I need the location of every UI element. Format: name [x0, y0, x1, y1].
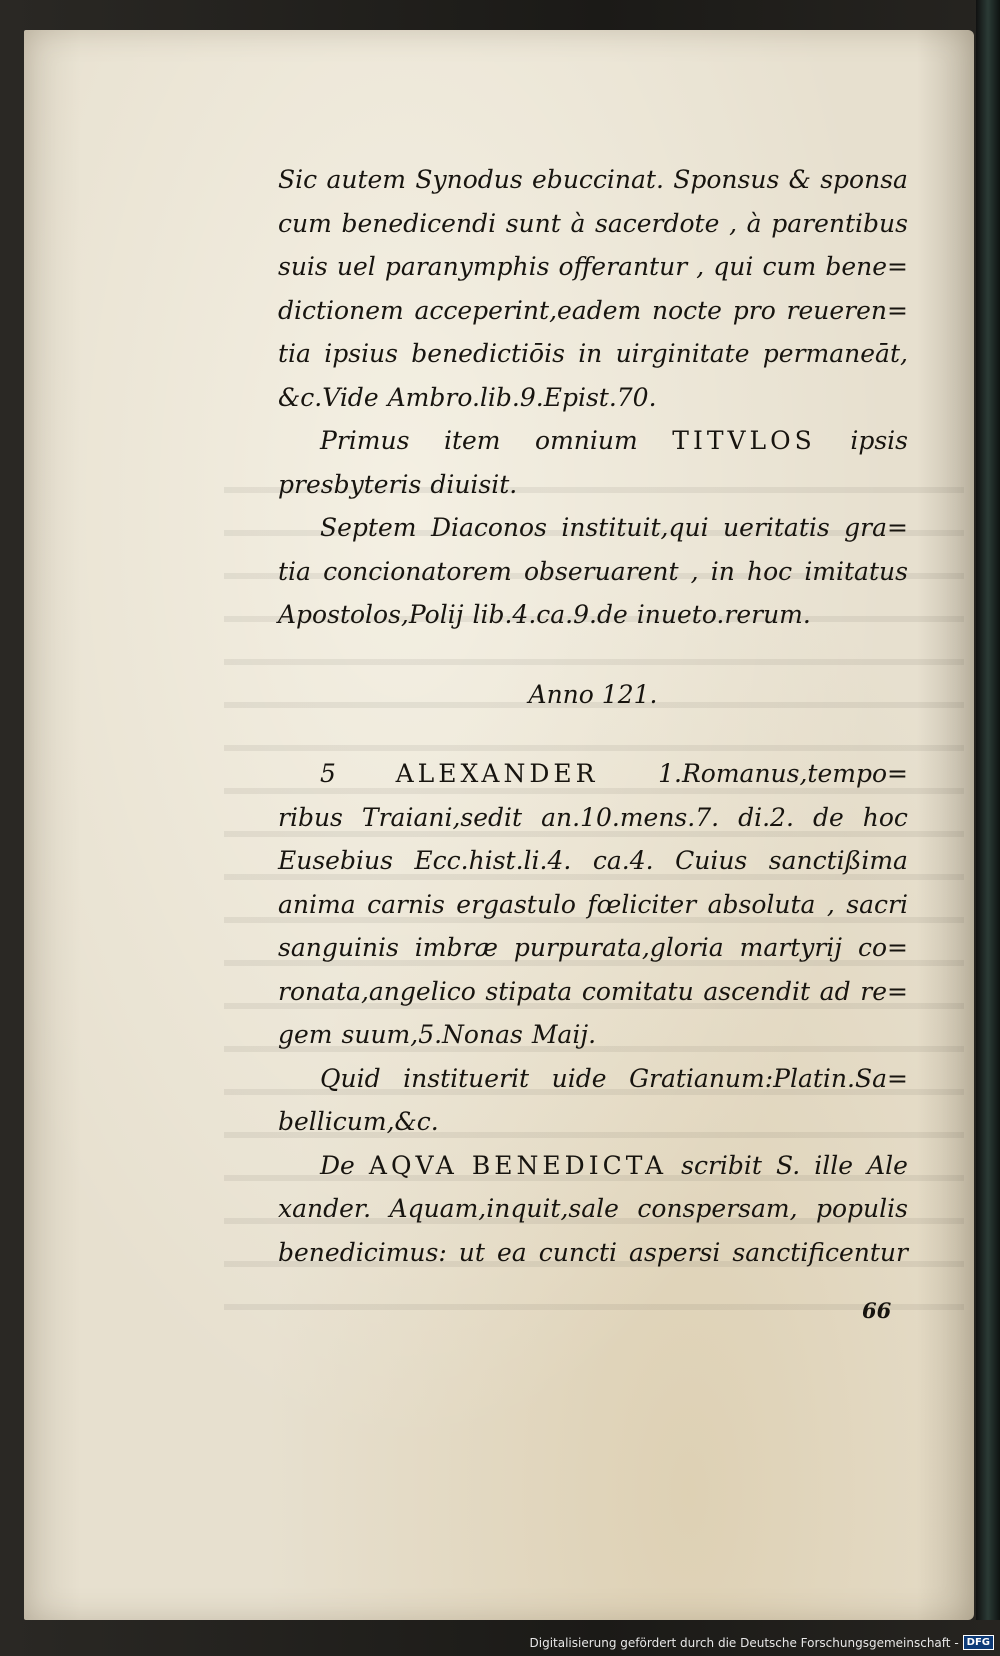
word: scribit — [681, 1150, 762, 1180]
catchword: 66 — [862, 1298, 892, 1323]
word: Synodus — [415, 165, 523, 194]
word: benedictiōis — [411, 339, 565, 368]
word: diuisit. — [430, 469, 518, 499]
text-line — [278, 376, 908, 420]
text-block — [278, 158, 908, 1274]
word: hoc — [862, 802, 908, 832]
word: à — [570, 208, 586, 238]
word: ebuccinat. — [532, 165, 664, 194]
word: bene= — [825, 252, 908, 281]
word: nocte — [651, 295, 722, 325]
word: cum — [762, 252, 817, 281]
word: TITVLOS — [672, 426, 816, 455]
word: de — [812, 802, 844, 832]
word: 5 — [320, 759, 336, 788]
word: AQVA — [368, 1150, 458, 1180]
text-line: Anno 121. — [528, 679, 658, 709]
word: & — [788, 165, 811, 194]
word: carnis — [367, 889, 445, 919]
word: omnium — [535, 426, 638, 455]
word: autem — [326, 165, 407, 194]
text-line — [278, 1231, 908, 1275]
word: ipsius — [324, 339, 398, 368]
text-line — [278, 839, 908, 883]
text-line — [278, 796, 908, 840]
word: De — [320, 1150, 355, 1180]
word: uirginitate — [615, 339, 750, 368]
word: inueto.rerum. — [636, 600, 811, 629]
word: item — [443, 426, 501, 455]
word: re= — [860, 976, 908, 1006]
word: , — [696, 252, 705, 281]
word: uel — [336, 252, 376, 281]
word: purpurata,gloria — [513, 933, 724, 962]
word: , — [729, 208, 738, 238]
text-line — [278, 332, 908, 376]
word: aspersi — [629, 1237, 721, 1267]
line-gap — [278, 716, 908, 752]
word: ca.4. — [592, 846, 654, 875]
text-line — [278, 1100, 908, 1144]
word: tia — [278, 339, 311, 368]
word: an.10.mens.7. — [541, 802, 720, 832]
word: gra= — [844, 513, 908, 542]
word: suum,5.Nonas — [341, 1020, 523, 1049]
text-line — [278, 752, 908, 796]
word: , — [690, 556, 699, 586]
word: Cuius — [675, 846, 748, 875]
word: presbyteris — [278, 469, 422, 499]
text-line — [278, 593, 908, 637]
word: suis — [278, 252, 328, 281]
word: lib.4.ca.9.de — [472, 600, 628, 629]
word: Apostolos,Polij — [278, 600, 464, 629]
digitization-credit — [530, 1635, 995, 1650]
word: cum — [278, 208, 332, 238]
text-line — [278, 1057, 908, 1101]
line-gap — [278, 637, 908, 673]
word: acceperint,eadem — [414, 295, 642, 325]
word: S. — [775, 1150, 801, 1180]
text-line — [278, 1144, 908, 1188]
word: sponsa — [820, 165, 908, 194]
word: bellicum,&c. — [278, 1107, 439, 1136]
word: Ecc.hist.li.4. — [414, 846, 572, 875]
word: sunt — [505, 208, 561, 238]
word: imitatus — [804, 556, 908, 586]
word: ad — [819, 976, 851, 1006]
text-line — [278, 506, 908, 550]
word: instituerit — [403, 1063, 530, 1093]
word: ascendit — [703, 976, 811, 1006]
word: Ambro.lib.9.Epist.70. — [387, 382, 657, 412]
word: conspersam, — [637, 1194, 798, 1223]
text-line — [278, 1187, 908, 1231]
word: ueritatis — [723, 513, 830, 542]
word: 1.Romanus,tempo= — [658, 759, 908, 788]
text-line — [278, 550, 908, 594]
word: comitatu — [581, 976, 694, 1006]
word: anima — [278, 889, 356, 919]
book-spine — [976, 0, 1000, 1620]
text-line — [278, 970, 908, 1014]
word: sanguinis — [278, 933, 399, 962]
word: pro — [732, 295, 776, 325]
word: Eusebius — [278, 846, 393, 875]
word: qui — [713, 252, 754, 281]
word: martyrij — [739, 933, 843, 962]
text-line — [278, 419, 908, 463]
word: Primus — [320, 426, 410, 455]
word: parentibus — [771, 208, 908, 238]
word: concionatorem — [323, 556, 512, 586]
word: Sponsus — [673, 165, 780, 194]
word: paranymphis — [384, 252, 550, 281]
word: ut — [458, 1237, 485, 1267]
word: Aquam,inquit,sale — [389, 1194, 619, 1223]
word: Maij. — [531, 1020, 597, 1049]
word: in — [710, 556, 735, 586]
word: benedicimus: — [278, 1237, 447, 1267]
word: cuncti — [538, 1237, 617, 1267]
word: xander. — [278, 1194, 372, 1223]
word: sanctificentur — [732, 1237, 908, 1267]
word: Diaconos — [430, 513, 547, 542]
text-line — [278, 883, 908, 927]
text-line — [278, 463, 908, 507]
word: tia — [278, 556, 311, 586]
word: imbræ — [414, 933, 498, 962]
text-line — [278, 158, 908, 202]
word: dictionem — [278, 295, 404, 325]
word: sacerdote — [595, 208, 720, 238]
word: sanctißima — [768, 846, 908, 875]
word: Ale — [867, 1150, 908, 1180]
word: gem — [278, 1020, 333, 1049]
word: hoc — [747, 556, 793, 586]
word: Gratianum:Platin.Sa= — [629, 1063, 908, 1093]
word: in — [578, 339, 603, 368]
word: permaneāt, — [762, 339, 908, 368]
word: populis — [815, 1194, 908, 1223]
text-line — [278, 245, 908, 289]
word: sacri — [846, 889, 908, 919]
word: Septem — [320, 513, 417, 542]
word: fœliciter — [587, 889, 697, 919]
word: ipsis — [850, 426, 908, 455]
dfg-logo: DFG — [963, 1635, 994, 1650]
word: stipata — [485, 976, 573, 1006]
word: ea — [497, 1237, 527, 1267]
word: absoluta — [707, 889, 816, 919]
word: ribus — [278, 802, 343, 832]
word: co= — [857, 933, 908, 962]
text-line — [278, 202, 908, 246]
word: reueren= — [786, 295, 908, 325]
word: ergastulo — [456, 889, 576, 919]
credit-text: Digitalisierung gefördert durch die Deutsche Forschungsgemeinschaft - — [529, 1635, 959, 1650]
word: à — [746, 208, 762, 238]
word: Sic — [278, 165, 318, 194]
word: BENEDICTA — [471, 1150, 668, 1180]
word: offerantur — [558, 252, 688, 281]
text-line — [278, 1013, 908, 1057]
text-line — [278, 926, 908, 970]
text-line — [278, 289, 908, 333]
word: , — [826, 889, 835, 919]
word: benedicendi — [341, 208, 497, 238]
word: obseruarent — [524, 556, 679, 586]
word: Quid — [320, 1063, 381, 1093]
word: ronata,angelico — [278, 976, 476, 1006]
word: uide — [551, 1063, 607, 1093]
word: ille — [814, 1150, 854, 1180]
word: di.2. — [738, 802, 794, 832]
word: ALEXANDER — [395, 759, 599, 788]
word: &c.Vide — [278, 382, 379, 412]
word: instituit,qui — [561, 513, 709, 542]
word: Traiani,sedit — [361, 802, 523, 832]
